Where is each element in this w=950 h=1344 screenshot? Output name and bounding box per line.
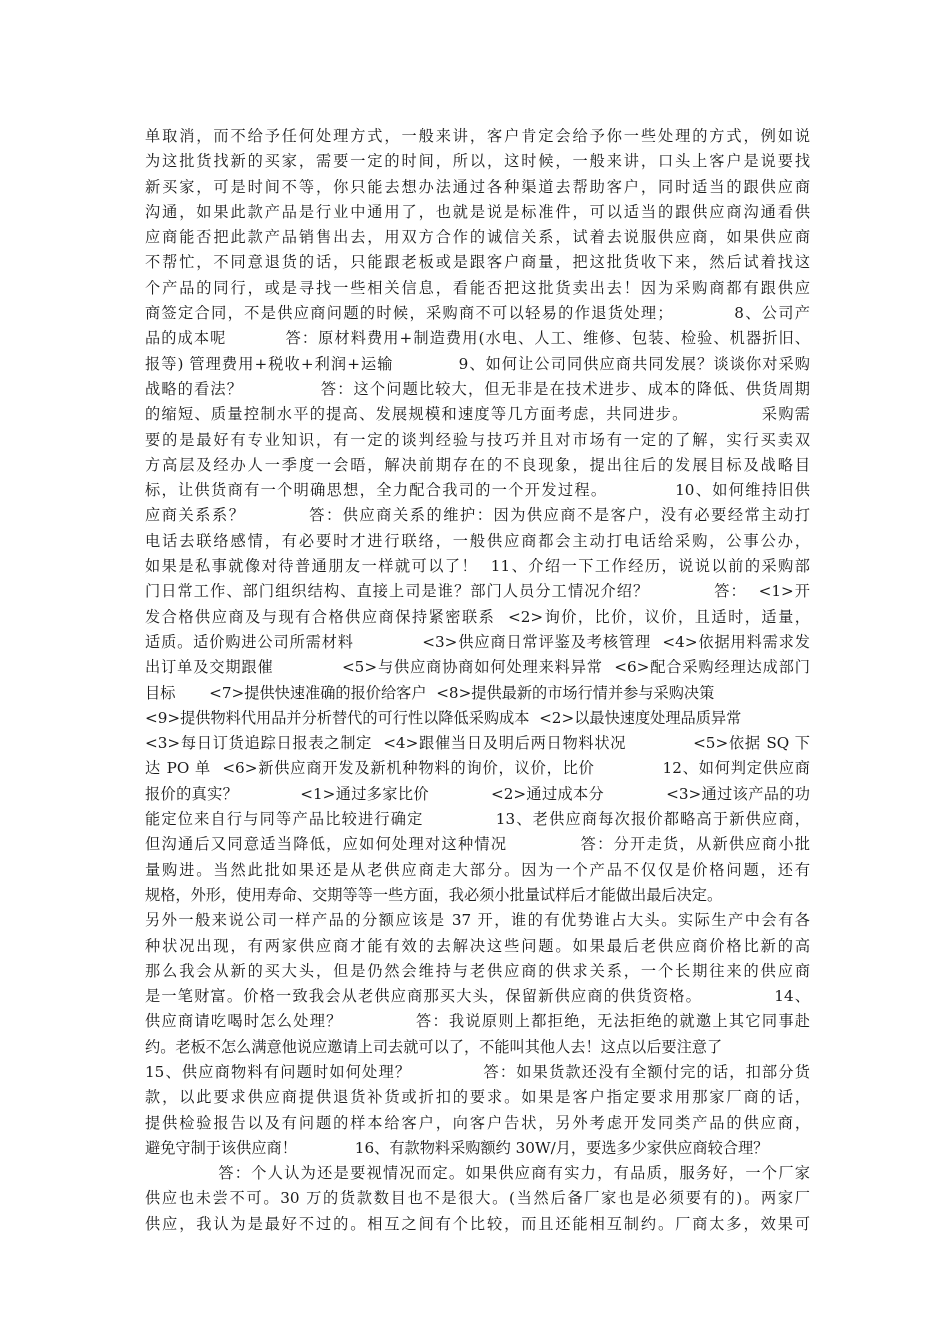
text-line: 款，以此要求供应商提供退货补货或折扣的要求。如果是客户指定要求用那家厂商的话， [145,1088,810,1107]
text-line: 个产品的同行，或是寻找一些相关信息，看能否把这批货卖出去！因为采购商都有跟供应 [145,278,810,297]
text-line: 适质。适价购进公司所需材料 <3>供应商日常评鉴及考核管理 <4>依据用料需求发 [145,632,810,651]
text-line: 供应，我认为是最好不过的。相互之间有个比较，而且还能相互制约。厂商太多，效果可 [145,1214,810,1233]
text-line: 提供检验报告以及有问题的样本给客户，向客户告状，另外考虑开发同类产品的供应商， [145,1113,810,1132]
text-line: 供应商请吃喝时怎么处理？ 答：我说原则上都拒绝，无法拒绝的就邀上其它同事赴 [145,1012,810,1031]
text-line: 报价的真实？ <1>通过多家比价 <2>通过成本分 <3>通过该产品的功 [145,784,810,803]
text-line: 避免守制于该供应商！ 16、有款物料采购额约 30W/月，要选多少家供应商较合理？ [145,1138,769,1157]
text-line: 约。老板不怎么满意他说应邀请上司去就可以了，不能叫其他人去！这点以后要注意了 [145,1037,723,1056]
text-line: 那么我会从新的买大头，但是仍然会维持与老供应商的供求关系，一个长期往来的供应商 [145,961,810,980]
text-line: 量购进。当然此批如果还是从老供应商走大部分。因为一个产品不仅仅是价格问题，还有 [145,860,810,879]
text-line: 答：个人认为还是要视情况而定。如果供应商有实力，有品质，服务好，一个厂家 [145,1164,810,1183]
text-line: 为这批货找新的买家，需要一定的时间，所以，这时候，一般来讲，口头上客户是说要找 [145,152,810,171]
text-line: 方高层及经办人一季度一会晤，解决前期存在的不良现象，提出往后的发展目标及战略目 [145,455,810,474]
body-text [145,124,810,1237]
text-line: 种状况出现，有两家供应商才能有效的去解决这些问题。如果最后老供应商价格比新的高 [145,936,810,955]
text-line: 发合格供应商及与现有合格供应商保持紧密联系 <2>询价，比价，议价，且适时，适量， [145,607,810,626]
text-line: 商签定合同，不是供应商问题的时候，采购商不可以轻易的作退货处理； 8、公司产 [145,304,810,323]
text-line: 战略的看法？ 答：这个问题比较大，但无非是在技术进步、成本的降低、供货周期 [145,379,810,398]
text-line: 但沟通后又同意适当降低，应如何处理对这种情况 答：分开走货，从新供应商小批 [145,835,810,854]
text-line: <9>提供物料代用品并分析替代的可行性以降低采购成本 <2>以最快速度处理品质异常 [145,708,742,727]
text-line: 另外一般来说公司一样产品的分额应该是 37 开，谁的有优势谁占大头。实际生产中会有各 [145,911,810,930]
text-line: 电话去联络感情，有必要时才进行联络，一般供应商都会主动打电话给采购，公事公办， [145,531,810,550]
text-line: 目标 <7>提供快速准确的报价给客户 <8>提供最新的市场行情并参与采购决策 [145,683,715,702]
text-line: 门日常工作、部门组织结构、直接上司是谁？部门人员分工情况介绍？ 答： <1>开 [145,582,810,601]
text-line: 应商能否把此款产品销售出去，用双方合作的诚信关系，试着去说服供应商，如果供应商 [145,228,810,247]
text-line: 如果是私事就像对待普通朋友一样就可以了！ 11、介绍一下工作经历，说说以前的采购部 [145,557,810,576]
text-line: 要的是最好有专业知识，有一定的谈判经验与技巧并且对市场有一定的了解，实行买卖双 [145,430,810,449]
text-line: <3>每日订货追踪日报表之制定 <4>跟催当日及明后两日物料状况 <5>依据 SQ 下 [145,734,810,753]
text-line: 是一笔财富。价格一致我会从老供应商那买大头，保留新供应商的供货资格。 14、 [145,987,810,1006]
text-line: 15、供应商物料有问题时如何处理？ 答：如果货款还没有全额付完的话，扣部分货 [145,1062,810,1081]
text-line: 供应也未尝不可。30 万的货款数目也不是很大。(当然后备厂家也是必须要有的)。两家厂 [145,1189,810,1208]
text-line: 不帮忙，不同意退货的话，只能跟老板或是跟客户商量，把这批货收下来，然后试着找这 [145,253,810,272]
text-line: 规格，外形，使用寿命、交期等等一些方面，我必须小批量试样后才能做出最后决定。 [145,885,723,904]
text-line: 单取消，而不给予任何处理方式，一般来讲，客户肯定会给予你一些处理的方式，例如说 [145,127,810,145]
text-line: 出订单及交期跟催 <5>与供应商协商如何处理来料异常 <6>配合采购经理达成部门 [145,658,810,677]
text-line: 的缩短、质量控制水平的提高、发展规模和速度等几方面考虑，共同进步。 采购需 [145,405,810,424]
text-line: 沟通，如果此款产品是行业中通用了，也就是说是标准件，可以适当的跟供应商沟通看供 [145,202,810,221]
text-line: 达 PO 单 <6>新供应商开发及新机种物料的询价，议价，比价 12、如何判定供应商 [145,759,810,778]
text-line: 能定位来自行与同等产品比较进行确定 13、老供应商每次报价都略高于新供应商， [145,810,810,829]
text-line: 品的成本呢 答：原材料费用+制造费用(水电、人工、维修、包装、检验、机器折旧、 [145,329,810,348]
text-line: 新买家，可是时间不等，你只能去想办法通过各种渠道去帮助客户，同时适当的跟供应商 [145,177,810,196]
text-line: 标，让供货商有一个明确思想，全力配合我司的一个开发过程。 10、如何维持旧供 [145,481,810,500]
text-line: 应商关系系？ 答：供应商关系的维护：因为供应商不是客户，没有必要经常主动打 [145,506,810,525]
text-line: 报等) 管理费用+税收+利润+运输 9、如何让公司同供应商共同发展？谈谈你对采购 [145,354,810,373]
